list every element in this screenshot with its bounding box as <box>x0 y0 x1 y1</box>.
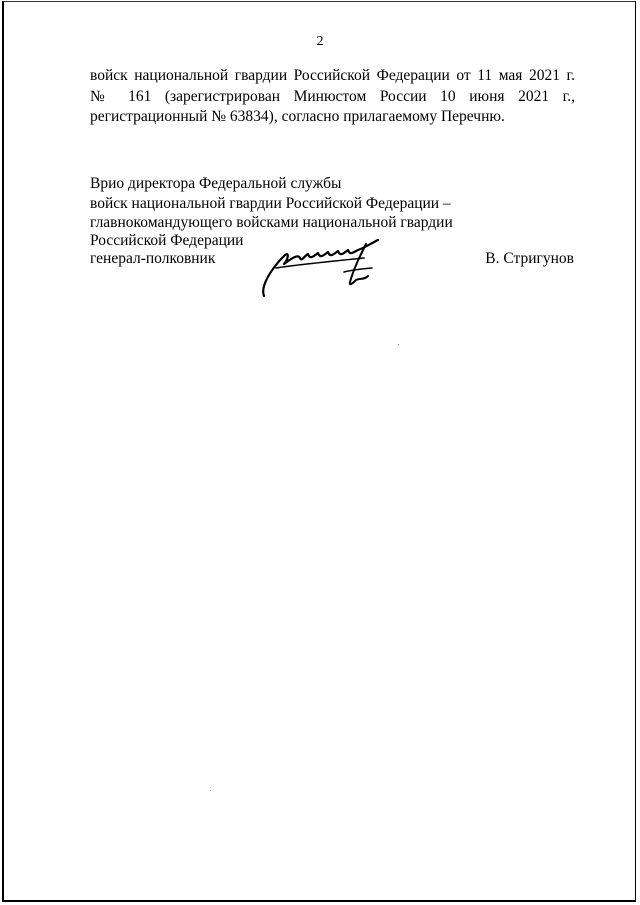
page-frame <box>2 1 636 902</box>
signatory-title-line-1: Врио директора Федеральной службы <box>90 175 342 192</box>
paragraph-line-2: № 161 (зарегистрирован Минюстом России 10 июня 2021 г., <box>90 88 575 105</box>
signatory-rank: генерал-полковник <box>90 250 216 267</box>
paragraph-line-3: регистрационный № 63834), согласно прилагаемому Перечню. <box>90 108 505 125</box>
page-number: 2 <box>316 34 324 49</box>
scan-speck <box>398 344 399 345</box>
signer-name: В. Стригунов <box>485 250 574 267</box>
handwritten-signature <box>254 238 382 300</box>
signatory-title-line-2: войск национальной гвардии Российской Федерации – <box>90 195 451 212</box>
signatory-title-line-4: Российской Федерации <box>90 232 244 249</box>
paragraph-line-1: войск национальной гвардии Российской Федерации от 11 мая 2021 г. <box>90 67 575 84</box>
signatory-title-line-3: главнокомандующего войсками национальной гвардии <box>90 214 453 231</box>
scan-speck <box>210 790 211 791</box>
